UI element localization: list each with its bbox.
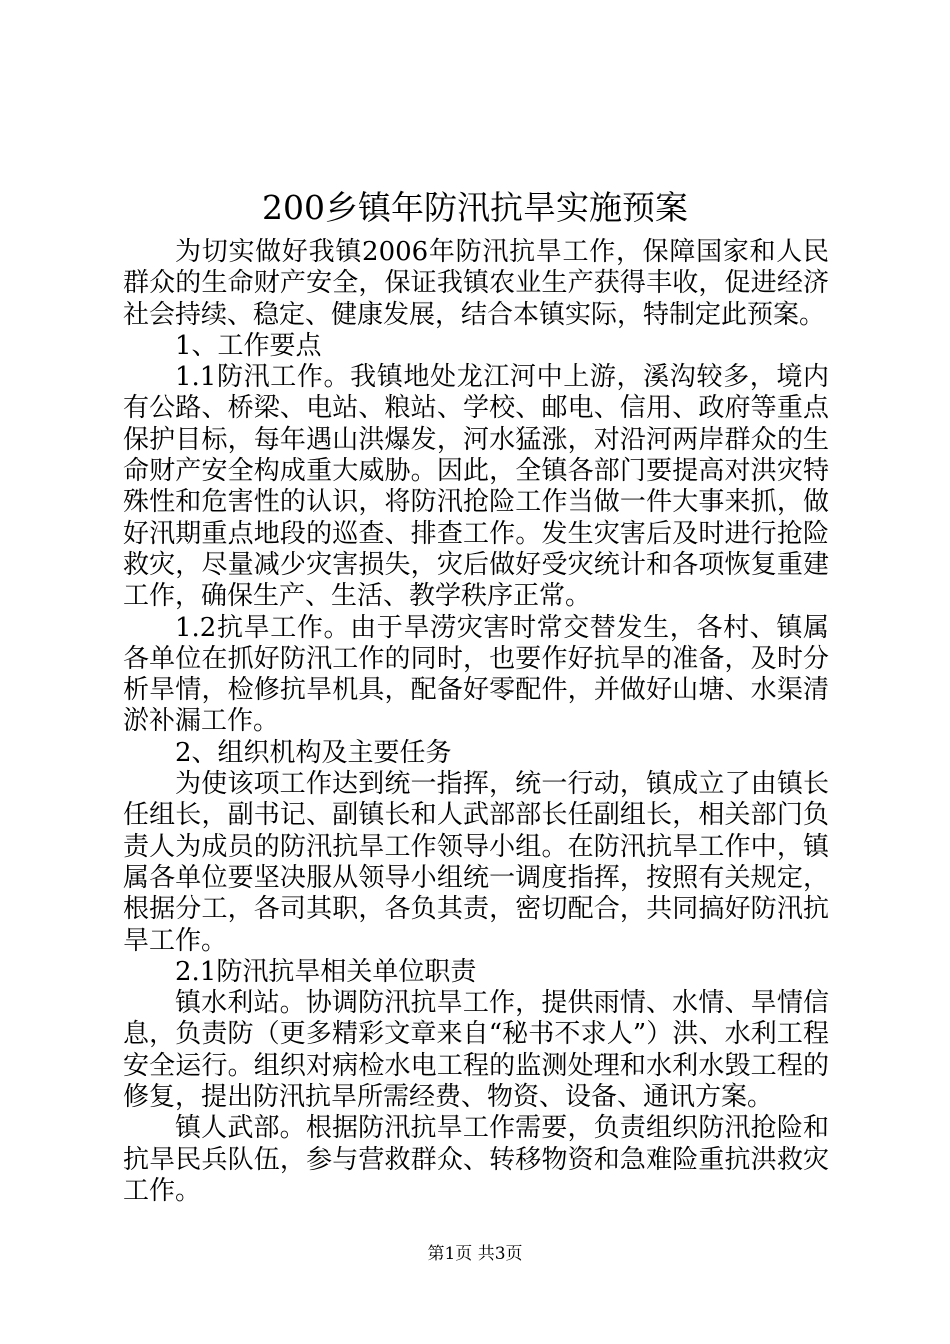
flood-control-paragraph: 1.1防汛工作。我镇地处龙江河中上游，溪沟较多，境内有公路、桥梁、电站、粮站、学校、邮电、信用、政府等重点保护目标，每年遇山洪爆发，河水猛涨，对沿河两岸群众的生命财产安全构成重大威胁。因此，全镇各部门要提高对洪灾特殊性和危害性的认识，将防汛抢险工作当做一件大事来抓，做好汛期重点地段的巡查、排查工作。发生灾害后及时进行抢险救灾，尽量减少灾害损失，灾后做好受灾统计和各项恢复重建工作，确保生产、生活、教学秩序正常。 bbox=[123, 362, 829, 612]
armed-forces-paragraph: 镇人武部。根据防汛抗旱工作需要，负责组织防汛抢险和抗旱民兵队伍，参与营救群众、转移物资和急难险重抗洪救灾工作。 bbox=[123, 1113, 829, 1206]
organization-paragraph: 为使该项工作达到统一指挥，统一行动，镇成立了由镇长任组长，副书记、副镇长和人武部部长任副组长，相关部门负责人为成员的防汛抗旱工作领导小组。在防汛抗旱工作中，镇属各单位要坚决服从领导小组统一调度指挥，按照有关规定，根据分工，各司其职，各负其责，密切配合，共同搞好防汛抗旱工作。 bbox=[123, 769, 829, 956]
section-heading-work-points: 1、工作要点 bbox=[175, 330, 322, 361]
drought-relief-paragraph: 1.2抗旱工作。由于旱涝灾害时常交替发生，各村、镇属各单位在抓好防汛工作的同时，也要作好抗旱的准备，及时分析旱情，检修抗旱机具，配备好零配件，并做好山塘、水渠清淤补漏工作。 bbox=[123, 612, 829, 737]
section-heading-organization: 2、组织机构及主要任务 bbox=[175, 737, 452, 768]
document-title: 200乡镇年防汛抗旱实施预案 bbox=[262, 188, 688, 227]
subsection-heading-duties: 2.1防汛抗旱相关单位职责 bbox=[175, 956, 477, 987]
intro-paragraph: 为切实做好我镇2006年防汛抗旱工作，保障国家和人民群众的生命财产安全，保证我镇农业生产获得丰收，促进经济社会持续、稳定、健康发展，结合本镇实际，特制定此预案。 bbox=[123, 237, 829, 330]
page-number: 第1页 共3页 bbox=[427, 1244, 523, 1264]
water-station-paragraph: 镇水利站。协调防汛抗旱工作，提供雨情、水情、旱情信息，负责防（更多精彩文章来自“秘书不求人”）洪、水利工程安全运行。组织对病检水电工程的监测处理和水利水毁工程的修复，提出防汛抗旱所需经费、物资、设备、通讯方案。 bbox=[123, 988, 829, 1113]
document-body bbox=[123, 237, 829, 1207]
